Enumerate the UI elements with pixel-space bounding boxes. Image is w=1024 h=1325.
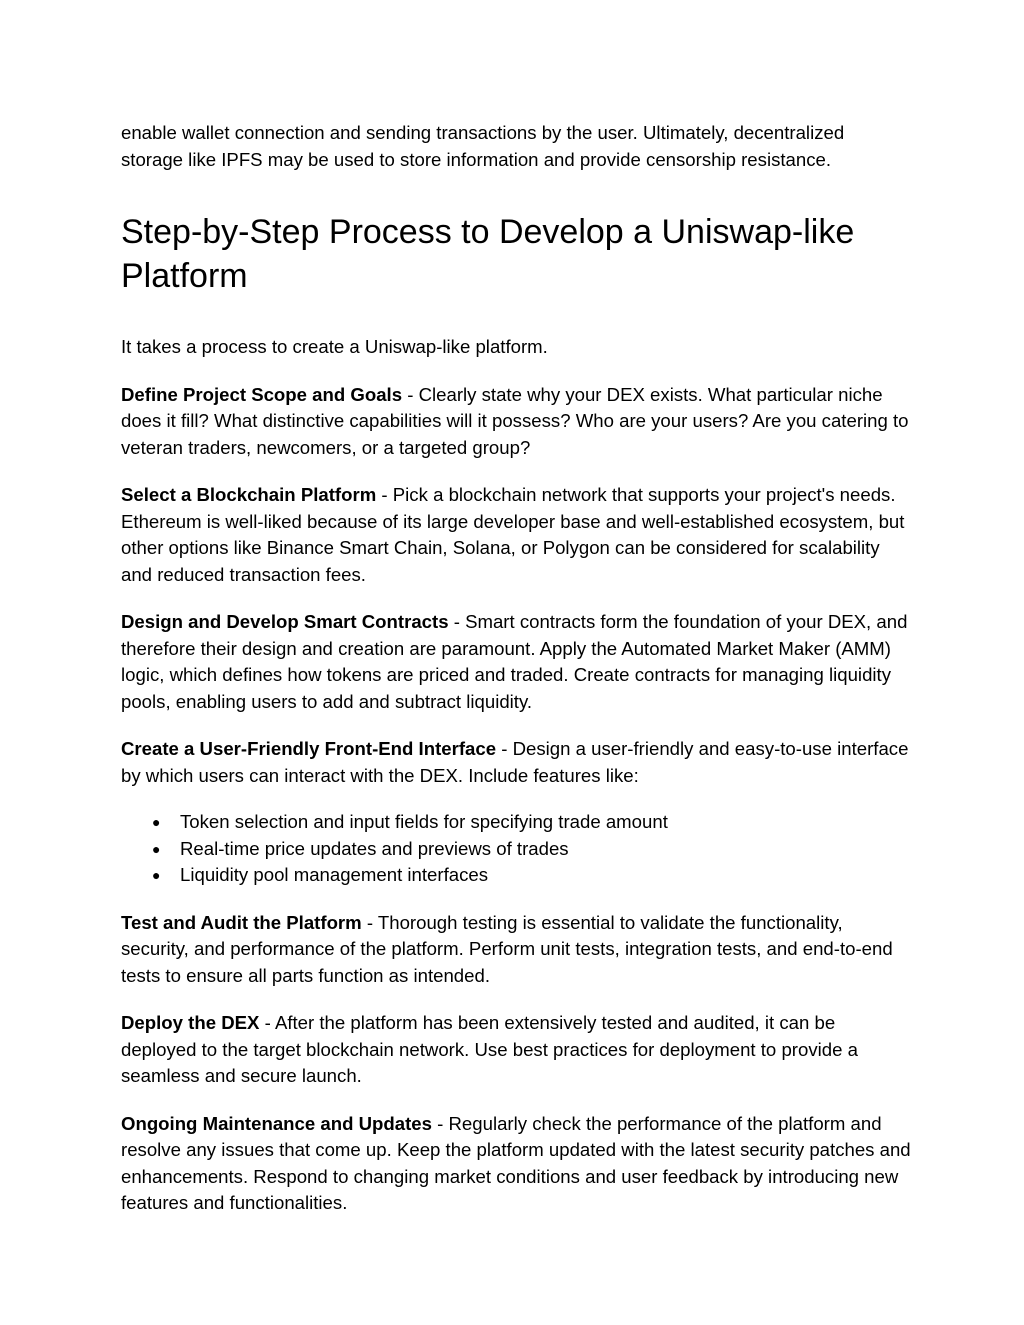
step-title: Test and Audit the Platform [121,911,362,933]
step-title: Select a Blockchain Platform [121,484,377,505]
bullet-icon: ● [152,867,161,883]
step-body: - Regularly check the performance of the platform and resolve any issues that come up. Keep the platform updated with the latest security patches and enhancements. Respond to changing market conditions and user feedback by introducing new features and functionalities. [121,1112,911,1213]
step-deploy [121,1010,911,1090]
bullet-icon: ● [152,840,161,857]
step-title: Deploy the DEX [121,1012,260,1033]
step-title: Design and Develop Smart Contracts [121,611,449,632]
step-body: - Pick a blockchain network that supports your project's needs. Ethereum is well-liked because of its large developer base and well-established ecosystem, but other options like Binance Smart Chain, Solana, or Polygon can be considered for scalability and reduced transaction fees. [121,484,905,585]
step-body: - Clearly state why your DEX exists. What particular niche does it fill? What distinctive capabilities will it possess? Who are your users? Are you catering to veteran traders, newcomers, or a targeted group? [121,383,909,458]
step-select-blockchain [121,482,911,588]
section-heading: Step-by-Step Process to Develop a Uniswap-like Platform [121,213,855,295]
list-item [121,836,911,863]
bullet-icon: ● [152,814,161,830]
step-test-audit [121,910,911,990]
document-page [121,120,911,1217]
lead-paragraph: It takes a process to create a Uniswap-like platform. [121,336,548,357]
list-item [121,862,911,889]
step-body: - Smart contracts form the foundation of your DEX, and therefore their design and creation are paramount. Apply the Automated Market Maker (AMM) logic, which defines how tokens are priced and traded. Create contracts for managing liquidity pools, enabling users to add and subtract liquidity. [121,611,908,712]
step-smart-contracts [121,609,911,715]
step-body: - After the platform has been extensively tested and audited, it can be deployed to the target blockchain network. Use best practices for deployment to provide a seamless and secure launch. [121,1012,858,1086]
step-title: Define Project Scope and Goals [121,383,403,405]
list-item-text: Token selection and input fields for specifying trade amount [180,811,668,832]
step-front-end [121,736,911,789]
step-body: - Thorough testing is essential to validate the functionality, security, and performance of the platform. Perform unit tests, integration tests, and end-to-end tests to ensure all parts function as intended. [121,911,893,986]
step-title: Create a User-Friendly Front-End Interface [121,738,497,759]
step-define-scope [121,382,911,462]
list-item-text: Liquidity pool management interfaces [180,864,489,885]
step-body: - Design a user-friendly and easy-to-use interface by which users can interact with the DEX. Include features like: [121,738,909,786]
list-item-text: Real-time price updates and previews of trades [180,837,569,859]
step-maintenance [121,1111,911,1217]
intro-paragraph: enable wallet connection and sending transactions by the user. Ultimately, decentralized storage like IPFS may be used to store information and provide censorship resistance. [121,122,845,170]
step-title: Ongoing Maintenance and Updates [121,1112,432,1134]
feature-list [121,809,911,889]
list-item [121,809,911,836]
